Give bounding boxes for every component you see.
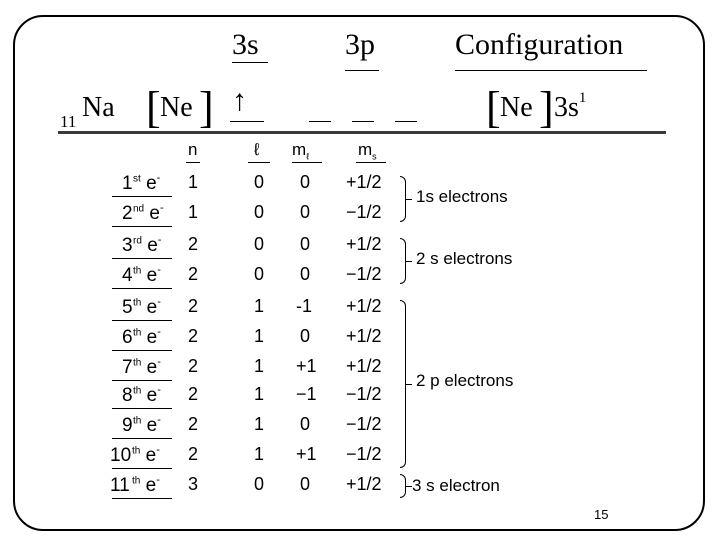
electron-charge: - (159, 202, 164, 214)
cell-ms: +1/2 (346, 474, 382, 494)
electron-ordinal-suffix: th (133, 357, 142, 369)
electron-ordinal-suffix: nd (133, 203, 145, 215)
cell-ml: 0 (300, 414, 311, 434)
group-label-1s: 1s electrons (416, 187, 508, 206)
cell-n: 2 (188, 234, 199, 254)
electron-charge: - (157, 264, 161, 276)
3p-orbital-line-1 (309, 121, 331, 122)
config-bracket-open: [ (486, 83, 501, 132)
cell-ms: +1/2 (346, 172, 382, 192)
cell-n: 2 (188, 326, 199, 346)
electron-label-tail (133, 203, 164, 225)
electron-label-underline (112, 196, 172, 197)
core-bracket-close: ] (199, 83, 214, 132)
electron-label: 3 (122, 235, 133, 256)
header-configuration-underline (455, 70, 647, 71)
brace-2s (400, 238, 406, 284)
electron-ordinal-suffix: th (132, 475, 141, 487)
electron-label-tail (133, 415, 161, 437)
atomic-number: 11 (60, 112, 77, 131)
cell-n: 2 (188, 264, 199, 284)
config-superscript: 1 (578, 90, 587, 106)
cell-n: 2 (188, 296, 199, 316)
electron-label-tail (133, 235, 161, 257)
electron-charge: - (157, 296, 161, 308)
cell-ms: +1/2 (346, 234, 382, 254)
electron-ordinal-suffix: th (132, 445, 141, 457)
core-symbol: Ne (160, 92, 193, 123)
config-core: Ne (500, 92, 533, 123)
col-header-ms-underline (356, 162, 386, 163)
electron-ordinal-suffix: rd (133, 235, 142, 247)
col-header-n-underline (186, 162, 200, 163)
header-3p-underline (345, 70, 379, 71)
cell-ml: −1 (296, 384, 317, 404)
electron-charge: - (157, 356, 161, 368)
electron-label-tail (133, 297, 161, 319)
cell-ml: 0 (300, 264, 311, 284)
config-orbital: $3s^1$ (554, 90, 587, 123)
electron-symbol: e (146, 415, 158, 436)
header-3s: 3s (232, 28, 259, 61)
col-header-n: n (188, 140, 198, 159)
electron-ordinal-suffix: th (133, 265, 142, 277)
electron-label: 8 (122, 385, 133, 406)
cell-ml: -1 (296, 296, 313, 316)
group-label-2p: 2 p electrons (416, 371, 514, 390)
cell-l: 1 (254, 326, 265, 346)
electron-label-tail (133, 173, 160, 195)
electron-charge: - (157, 326, 161, 338)
cell-ml: 0 (300, 234, 311, 254)
electron-label-underline (112, 226, 172, 227)
cell-n: 2 (188, 444, 199, 464)
col-header-ml-underline (292, 162, 322, 163)
electron-charge: - (156, 474, 160, 486)
electron-symbol: e (146, 385, 158, 406)
cell-n: 2 (188, 384, 199, 404)
header-3p: 3p (345, 28, 375, 61)
electron-symbol: e (146, 173, 157, 194)
cell-ml: +1 (296, 444, 317, 464)
electron-label: 4 (122, 265, 133, 286)
electron-label: 6 (122, 327, 133, 348)
electron-ordinal-suffix: st (133, 173, 141, 185)
electron-symbol: e (145, 475, 157, 496)
electron-label-tail (132, 445, 160, 467)
cell-l: 1 (254, 296, 265, 316)
cell-l: 1 (254, 414, 265, 434)
electron-label-underline (112, 258, 172, 259)
group-label-2s: 2 s electrons (416, 249, 513, 268)
cell-l: 0 (254, 264, 265, 284)
electron-label-underline (112, 498, 172, 499)
cell-ms: −1/2 (346, 414, 382, 434)
cell-ml: 0 (300, 202, 311, 222)
electron-charge: - (157, 234, 162, 246)
col-header-ml: $m_\ell$ (292, 140, 310, 162)
brace-3s (400, 474, 406, 498)
electron-ordinal-suffix: th (133, 415, 142, 427)
electron-label-tail (133, 327, 161, 349)
cell-l: 1 (254, 356, 265, 376)
electron-label: 10 (110, 445, 132, 466)
electron-label-underline (112, 320, 172, 321)
electron-charge: - (156, 172, 161, 184)
spin-up-arrow-icon: ↑ (232, 84, 247, 117)
cell-ms: −1/2 (346, 444, 382, 464)
cell-l: 0 (254, 474, 265, 494)
col-header-l: ℓ (254, 140, 260, 159)
header-configuration: Configuration (455, 28, 624, 61)
cell-ml: +1 (296, 356, 317, 376)
element-symbol: Na (82, 92, 115, 123)
electron-label-underline (112, 438, 172, 439)
electron-ordinal-suffix: th (133, 327, 142, 339)
header-3s-underline (232, 62, 268, 63)
electron-charge: - (157, 384, 161, 396)
cell-ms: −1/2 (346, 264, 382, 284)
electron-symbol: e (146, 297, 158, 318)
config-bracket-close: ] (539, 83, 554, 132)
electron-label: 7 (122, 357, 133, 378)
3s-orbital-line (230, 121, 264, 122)
electron-label: 1 (122, 173, 133, 194)
page-number: 15 (594, 507, 609, 522)
col-header-l-underline (248, 162, 270, 163)
electron-label-tail (133, 265, 161, 287)
electron-label-underline (112, 288, 172, 289)
electron-label-tail (133, 357, 161, 379)
cell-n: 3 (188, 474, 199, 494)
cell-ml: 0 (300, 326, 311, 346)
core-bracket-open: [ (146, 83, 161, 132)
electron-symbol: e (146, 265, 158, 286)
electron-symbol: e (145, 445, 157, 466)
electron-label-underline (112, 468, 172, 469)
electron-label-underline (112, 380, 172, 381)
brace-2p (400, 300, 406, 468)
cell-ms: +1/2 (346, 356, 382, 376)
brace-1s (400, 176, 406, 222)
cell-l: 1 (254, 384, 265, 404)
electron-charge: - (156, 444, 160, 456)
electron-symbol: e (147, 235, 158, 256)
cell-ms: +1/2 (346, 326, 382, 346)
cell-l: 0 (254, 234, 265, 254)
electron-label-underline (112, 350, 172, 351)
electron-symbol: e (149, 203, 160, 224)
electron-label: 5 (122, 297, 133, 318)
cell-n: 1 (188, 172, 199, 192)
cell-n: 2 (188, 414, 199, 434)
group-label-3s: 3 s electron (412, 476, 500, 495)
col-header-ms: $m_s$ (358, 140, 377, 162)
cell-l: 0 (254, 172, 265, 192)
cell-ms: +1/2 (346, 296, 382, 316)
electron-label: 2 (122, 203, 133, 224)
electron-ordinal-suffix: th (133, 385, 142, 397)
divider-rule (58, 131, 666, 134)
electron-label: 11 (110, 475, 130, 496)
cell-ms: −1/2 (346, 202, 382, 222)
electron-label-tail (133, 385, 161, 407)
electron-label-tail (132, 475, 160, 497)
cell-ms: −1/2 (346, 384, 382, 404)
cell-l: 0 (254, 202, 265, 222)
cell-n: 2 (188, 356, 199, 376)
electron-charge: - (157, 414, 161, 426)
electron-label-underline (112, 408, 172, 409)
cell-l: 1 (254, 444, 265, 464)
electron-symbol: e (146, 327, 158, 348)
electron-symbol: e (146, 357, 158, 378)
cell-n: 1 (188, 202, 199, 222)
cell-ml: 0 (300, 172, 311, 192)
electron-label: 9 (122, 415, 133, 436)
3p-orbital-line-3 (395, 121, 417, 122)
3p-orbital-line-2 (352, 121, 374, 122)
cell-ml: 0 (300, 474, 311, 494)
electron-ordinal-suffix: th (133, 297, 142, 309)
